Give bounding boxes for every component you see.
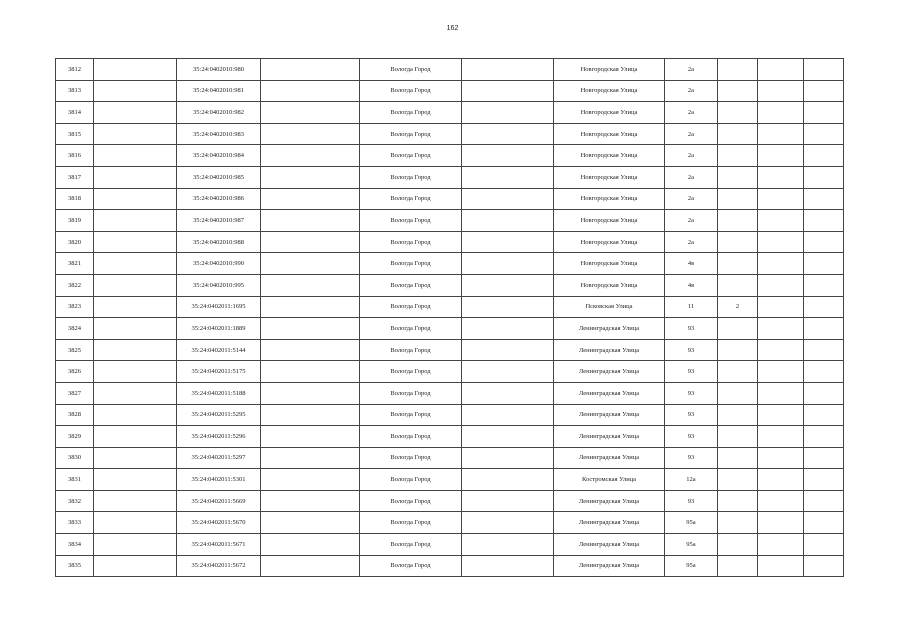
building-cell: [718, 188, 758, 210]
empty-cell: [94, 490, 177, 512]
empty-cell: [804, 210, 844, 232]
empty-cell: [94, 447, 177, 469]
city-cell: Вологда Город: [360, 469, 462, 491]
empty-cell: [462, 102, 554, 124]
building-cell: [718, 555, 758, 577]
table-row: [56, 274, 844, 296]
house-cell: 12а: [665, 469, 718, 491]
house-cell: 2а: [665, 145, 718, 167]
empty-cell: [804, 382, 844, 404]
empty-cell: [462, 534, 554, 556]
street-cell: Новгородская Улица: [554, 145, 665, 167]
city-cell: Вологда Город: [360, 210, 462, 232]
house-cell: 4в: [665, 274, 718, 296]
empty-cell: [462, 188, 554, 210]
building-cell: [718, 404, 758, 426]
empty-cell: [758, 296, 804, 318]
street-cell: Новгородская Улица: [554, 210, 665, 232]
empty-cell: [758, 318, 804, 340]
cadastral-number-cell: 35:24:0402010:990: [177, 253, 261, 275]
empty-cell: [261, 274, 360, 296]
cadastral-number-cell: 35:24:0402011:5175: [177, 361, 261, 383]
empty-cell: [804, 339, 844, 361]
street-cell: Новгородская Улица: [554, 59, 665, 81]
cadastral-number-cell: 35:24:0402010:980: [177, 59, 261, 81]
empty-cell: [94, 555, 177, 577]
empty-cell: [462, 555, 554, 577]
building-cell: [718, 210, 758, 232]
street-cell: Ленинградская Улица: [554, 339, 665, 361]
house-cell: 93: [665, 318, 718, 340]
empty-cell: [804, 80, 844, 102]
house-cell: 93: [665, 426, 718, 448]
empty-cell: [261, 253, 360, 275]
street-cell: Ленинградская Улица: [554, 534, 665, 556]
cadastral-number-cell: 35:24:0402011:5672: [177, 555, 261, 577]
empty-cell: [758, 80, 804, 102]
empty-cell: [94, 274, 177, 296]
empty-cell: [462, 426, 554, 448]
empty-cell: [758, 382, 804, 404]
empty-cell: [804, 296, 844, 318]
city-cell: Вологда Город: [360, 145, 462, 167]
row-number-cell: 3824: [56, 318, 94, 340]
empty-cell: [261, 534, 360, 556]
empty-cell: [758, 123, 804, 145]
empty-cell: [261, 231, 360, 253]
empty-cell: [804, 512, 844, 534]
table-row: [56, 490, 844, 512]
empty-cell: [261, 188, 360, 210]
street-cell: Новгородская Улица: [554, 188, 665, 210]
street-cell: Новгородская Улица: [554, 123, 665, 145]
empty-cell: [462, 382, 554, 404]
cadastral-number-cell: 35:24:0402011:5671: [177, 534, 261, 556]
table-row: [56, 469, 844, 491]
empty-cell: [462, 123, 554, 145]
cadastral-number-cell: 35:24:0402010:987: [177, 210, 261, 232]
empty-cell: [758, 339, 804, 361]
building-cell: [718, 231, 758, 253]
empty-cell: [261, 404, 360, 426]
empty-cell: [804, 447, 844, 469]
table-row: [56, 512, 844, 534]
city-cell: Вологда Город: [360, 253, 462, 275]
empty-cell: [261, 555, 360, 577]
street-cell: Псковская Улица: [554, 296, 665, 318]
empty-cell: [758, 555, 804, 577]
table-row: [56, 296, 844, 318]
street-cell: Новгородская Улица: [554, 253, 665, 275]
empty-cell: [261, 469, 360, 491]
building-cell: [718, 145, 758, 167]
street-cell: Костромская Улица: [554, 469, 665, 491]
empty-cell: [94, 382, 177, 404]
table-row: [56, 361, 844, 383]
row-number-cell: 3826: [56, 361, 94, 383]
row-number-cell: 3834: [56, 534, 94, 556]
row-number-cell: 3828: [56, 404, 94, 426]
empty-cell: [261, 512, 360, 534]
row-number-cell: 3819: [56, 210, 94, 232]
building-cell: [718, 469, 758, 491]
city-cell: Вологда Город: [360, 274, 462, 296]
empty-cell: [804, 145, 844, 167]
page-number: 162: [446, 25, 459, 32]
house-cell: 2а: [665, 59, 718, 81]
row-number-cell: 3823: [56, 296, 94, 318]
house-cell: 95а: [665, 555, 718, 577]
house-cell: 93: [665, 339, 718, 361]
table-row: [56, 382, 844, 404]
table-row: [56, 447, 844, 469]
house-cell: 95а: [665, 512, 718, 534]
table-row: [56, 339, 844, 361]
house-cell: 11: [665, 296, 718, 318]
table-row: [56, 166, 844, 188]
building-cell: [718, 274, 758, 296]
city-cell: Вологда Город: [360, 404, 462, 426]
table-row: [56, 318, 844, 340]
empty-cell: [462, 80, 554, 102]
house-cell: 93: [665, 361, 718, 383]
empty-cell: [804, 404, 844, 426]
row-number-cell: 3835: [56, 555, 94, 577]
empty-cell: [261, 318, 360, 340]
house-cell: 2а: [665, 123, 718, 145]
empty-cell: [462, 447, 554, 469]
empty-cell: [758, 59, 804, 81]
row-number-cell: 3822: [56, 274, 94, 296]
city-cell: Вологда Город: [360, 426, 462, 448]
city-cell: Вологда Город: [360, 188, 462, 210]
table-row: [56, 80, 844, 102]
empty-cell: [261, 145, 360, 167]
row-number-cell: 3820: [56, 231, 94, 253]
street-cell: Ленинградская Улица: [554, 512, 665, 534]
empty-cell: [94, 59, 177, 81]
empty-cell: [758, 534, 804, 556]
building-cell: [718, 123, 758, 145]
empty-cell: [462, 231, 554, 253]
empty-cell: [758, 361, 804, 383]
empty-cell: [94, 469, 177, 491]
empty-cell: [758, 231, 804, 253]
street-cell: Новгородская Улица: [554, 166, 665, 188]
cadastral-number-cell: 35:24:0402011:5669: [177, 490, 261, 512]
empty-cell: [94, 339, 177, 361]
row-number-cell: 3812: [56, 59, 94, 81]
empty-cell: [804, 231, 844, 253]
city-cell: Вологда Город: [360, 534, 462, 556]
empty-cell: [804, 274, 844, 296]
table-row: [56, 231, 844, 253]
table-row: [56, 123, 844, 145]
building-cell: [718, 382, 758, 404]
city-cell: Вологда Город: [360, 102, 462, 124]
city-cell: Вологда Город: [360, 296, 462, 318]
building-cell: [718, 80, 758, 102]
house-cell: 95а: [665, 534, 718, 556]
empty-cell: [462, 361, 554, 383]
empty-cell: [804, 555, 844, 577]
street-cell: Новгородская Улица: [554, 102, 665, 124]
empty-cell: [462, 296, 554, 318]
building-cell: [718, 361, 758, 383]
empty-cell: [261, 210, 360, 232]
street-cell: Новгородская Улица: [554, 80, 665, 102]
building-cell: [718, 318, 758, 340]
cadastral-number-cell: 35:24:0402011:5188: [177, 382, 261, 404]
empty-cell: [462, 145, 554, 167]
city-cell: Вологда Город: [360, 123, 462, 145]
row-number-cell: 3827: [56, 382, 94, 404]
house-cell: 4в: [665, 253, 718, 275]
house-cell: 2а: [665, 166, 718, 188]
house-cell: 93: [665, 447, 718, 469]
cadastral-number-cell: 35:24:0402011:1889: [177, 318, 261, 340]
empty-cell: [804, 102, 844, 124]
empty-cell: [804, 361, 844, 383]
empty-cell: [804, 469, 844, 491]
empty-cell: [94, 210, 177, 232]
city-cell: Вологда Город: [360, 382, 462, 404]
house-cell: 93: [665, 490, 718, 512]
empty-cell: [758, 512, 804, 534]
street-cell: Ленинградская Улица: [554, 426, 665, 448]
row-number-cell: 3813: [56, 80, 94, 102]
cadastral-number-cell: 35:24:0402010:995: [177, 274, 261, 296]
cadastral-number-cell: 35:24:0402010:982: [177, 102, 261, 124]
empty-cell: [462, 469, 554, 491]
table-row: [56, 404, 844, 426]
row-number-cell: 3829: [56, 426, 94, 448]
empty-cell: [261, 447, 360, 469]
city-cell: Вологда Город: [360, 318, 462, 340]
row-number-cell: 3825: [56, 339, 94, 361]
street-cell: Ленинградская Улица: [554, 404, 665, 426]
row-number-cell: 3832: [56, 490, 94, 512]
building-cell: [718, 447, 758, 469]
row-number-cell: 3817: [56, 166, 94, 188]
empty-cell: [261, 59, 360, 81]
empty-cell: [261, 361, 360, 383]
empty-cell: [758, 447, 804, 469]
street-cell: Ленинградская Улица: [554, 318, 665, 340]
row-number-cell: 3833: [56, 512, 94, 534]
cadastral-number-cell: 35:24:0402011:1695: [177, 296, 261, 318]
table-body: [56, 59, 844, 577]
table-row: [56, 426, 844, 448]
street-cell: Ленинградская Улица: [554, 555, 665, 577]
row-number-cell: 3816: [56, 145, 94, 167]
city-cell: Вологда Город: [360, 555, 462, 577]
house-cell: 93: [665, 382, 718, 404]
building-cell: [718, 534, 758, 556]
row-number-cell: 3821: [56, 253, 94, 275]
table-row: [56, 555, 844, 577]
empty-cell: [462, 404, 554, 426]
cadastral-number-cell: 35:24:0402010:983: [177, 123, 261, 145]
house-cell: 2а: [665, 102, 718, 124]
empty-cell: [261, 382, 360, 404]
empty-cell: [94, 512, 177, 534]
empty-cell: [804, 188, 844, 210]
street-cell: Ленинградская Улица: [554, 447, 665, 469]
empty-cell: [804, 59, 844, 81]
empty-cell: [462, 339, 554, 361]
empty-cell: [758, 166, 804, 188]
cadastral-number-cell: 35:24:0402010:981: [177, 80, 261, 102]
street-cell: Ленинградская Улица: [554, 361, 665, 383]
empty-cell: [462, 274, 554, 296]
table-row: [56, 59, 844, 81]
empty-cell: [261, 296, 360, 318]
building-cell: 2: [718, 296, 758, 318]
empty-cell: [94, 145, 177, 167]
empty-cell: [758, 253, 804, 275]
city-cell: Вологда Город: [360, 490, 462, 512]
building-cell: [718, 426, 758, 448]
city-cell: Вологда Город: [360, 59, 462, 81]
empty-cell: [94, 188, 177, 210]
empty-cell: [94, 318, 177, 340]
building-cell: [718, 102, 758, 124]
row-number-cell: 3831: [56, 469, 94, 491]
empty-cell: [758, 404, 804, 426]
empty-cell: [758, 274, 804, 296]
street-cell: Ленинградская Улица: [554, 382, 665, 404]
empty-cell: [758, 426, 804, 448]
building-cell: [718, 59, 758, 81]
cadastral-number-cell: 35:24:0402011:5297: [177, 447, 261, 469]
empty-cell: [94, 231, 177, 253]
building-cell: [718, 339, 758, 361]
table-row: [56, 534, 844, 556]
table-row: [56, 102, 844, 124]
empty-cell: [94, 80, 177, 102]
empty-cell: [261, 426, 360, 448]
building-cell: [718, 490, 758, 512]
empty-cell: [261, 490, 360, 512]
cadastral-number-cell: 35:24:0402010:985: [177, 166, 261, 188]
empty-cell: [804, 318, 844, 340]
empty-cell: [261, 80, 360, 102]
row-number-cell: 3818: [56, 188, 94, 210]
empty-cell: [804, 253, 844, 275]
empty-cell: [758, 469, 804, 491]
city-cell: Вологда Город: [360, 231, 462, 253]
empty-cell: [804, 166, 844, 188]
cadastral-number-cell: 35:24:0402011:5670: [177, 512, 261, 534]
empty-cell: [261, 166, 360, 188]
empty-cell: [94, 123, 177, 145]
empty-cell: [758, 102, 804, 124]
city-cell: Вологда Город: [360, 512, 462, 534]
house-cell: 2а: [665, 80, 718, 102]
empty-cell: [94, 404, 177, 426]
house-cell: 2а: [665, 188, 718, 210]
building-cell: [718, 512, 758, 534]
city-cell: Вологда Город: [360, 80, 462, 102]
street-cell: Новгородская Улица: [554, 231, 665, 253]
empty-cell: [758, 490, 804, 512]
cadastral-number-cell: 35:24:0402011:5144: [177, 339, 261, 361]
street-cell: Новгородская Улица: [554, 274, 665, 296]
empty-cell: [261, 123, 360, 145]
row-number-cell: 3830: [56, 447, 94, 469]
empty-cell: [261, 102, 360, 124]
city-cell: Вологда Город: [360, 166, 462, 188]
empty-cell: [758, 145, 804, 167]
building-cell: [718, 253, 758, 275]
empty-cell: [94, 296, 177, 318]
empty-cell: [462, 490, 554, 512]
city-cell: Вологда Город: [360, 447, 462, 469]
empty-cell: [94, 102, 177, 124]
cadastral-number-cell: 35:24:0402010:984: [177, 145, 261, 167]
cadastral-number-cell: 35:24:0402010:988: [177, 231, 261, 253]
table-row: [56, 253, 844, 275]
empty-cell: [462, 166, 554, 188]
empty-cell: [462, 512, 554, 534]
empty-cell: [462, 59, 554, 81]
empty-cell: [758, 188, 804, 210]
row-number-cell: 3815: [56, 123, 94, 145]
building-cell: [718, 166, 758, 188]
empty-cell: [94, 361, 177, 383]
empty-cell: [261, 339, 360, 361]
empty-cell: [462, 318, 554, 340]
empty-cell: [462, 210, 554, 232]
cadastral-number-cell: 35:24:0402011:5296: [177, 426, 261, 448]
house-cell: 2а: [665, 210, 718, 232]
empty-cell: [94, 253, 177, 275]
city-cell: Вологда Город: [360, 361, 462, 383]
table-row: [56, 145, 844, 167]
empty-cell: [94, 426, 177, 448]
table-row: [56, 188, 844, 210]
cadastral-number-cell: 35:24:0402011:5301: [177, 469, 261, 491]
empty-cell: [804, 534, 844, 556]
street-cell: Ленинградская Улица: [554, 490, 665, 512]
cadastral-number-cell: 35:24:0402011:5295: [177, 404, 261, 426]
cadastral-number-cell: 35:24:0402010:986: [177, 188, 261, 210]
empty-cell: [94, 534, 177, 556]
house-cell: 2а: [665, 231, 718, 253]
empty-cell: [758, 210, 804, 232]
empty-cell: [804, 426, 844, 448]
row-number-cell: 3814: [56, 102, 94, 124]
empty-cell: [804, 490, 844, 512]
registry-table: [55, 58, 844, 577]
house-cell: 93: [665, 404, 718, 426]
city-cell: Вологда Город: [360, 339, 462, 361]
table-row: [56, 210, 844, 232]
empty-cell: [804, 123, 844, 145]
empty-cell: [462, 253, 554, 275]
empty-cell: [94, 166, 177, 188]
